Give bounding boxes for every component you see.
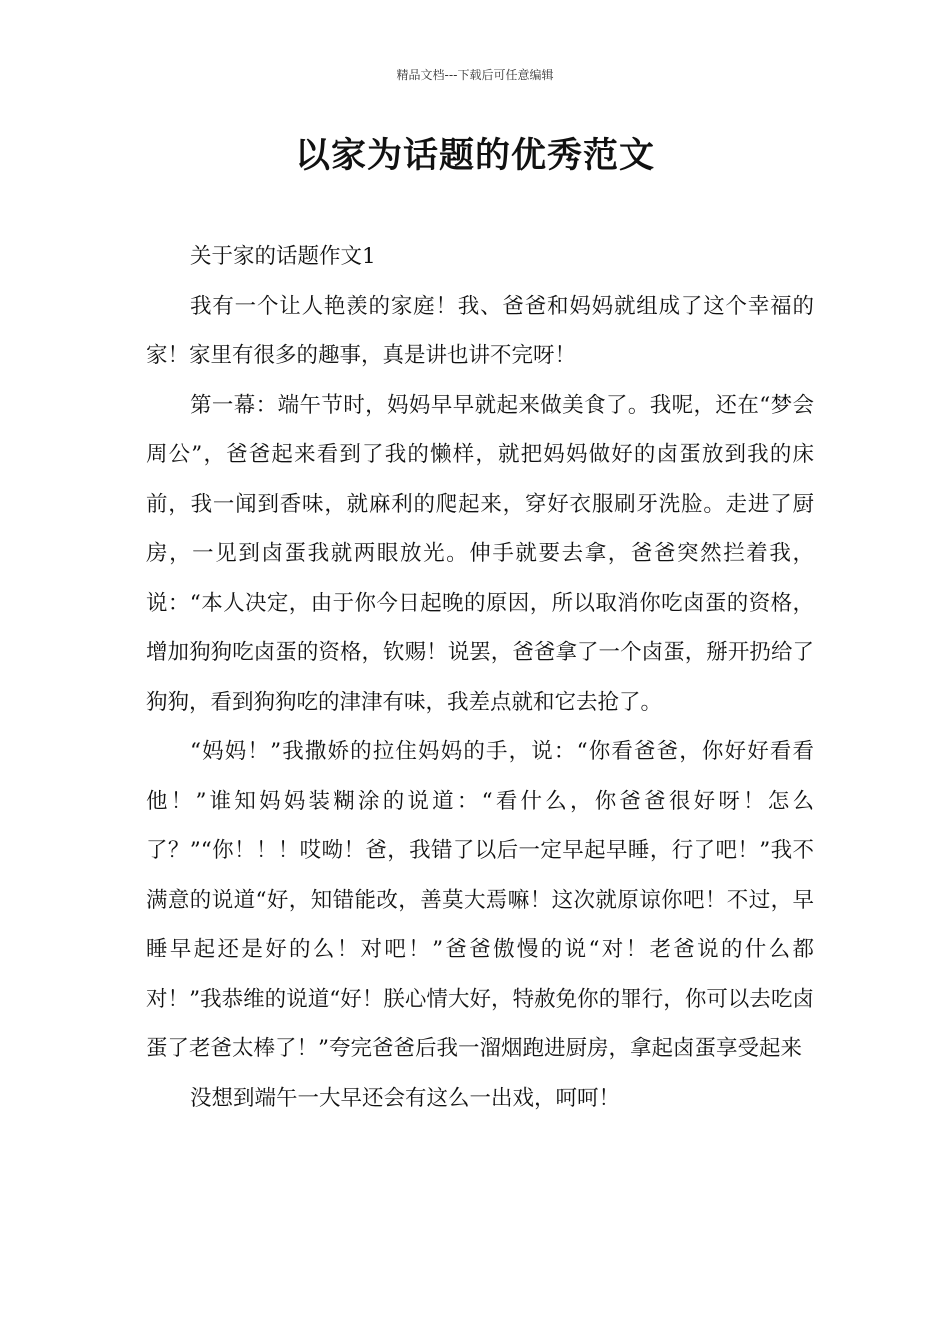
- page-title: 以家为话题的优秀范文: [294, 136, 655, 176]
- paragraph: 没想到端午一大早还会有这么一出戏，呵呵！: [190, 1085, 621, 1111]
- paragraph: “妈妈！”我撒娇的拉住妈妈的手，说：“你看爸爸，你好好看看他！”谁知妈妈装糊涂的说道：“看什么，你爸爸很好呀！怎么了？”“你！！！哎呦！爸，我错了以后一定早起早睡，行了吧！”我不满意的说道“好，知错能改，善莫大焉嘛！这次就原谅你吧！不过，早睡早起还是好的么！对吧！”爸爸傲慢的说“对！老爸说的什么都对！”我恭维的说道“好！朕心情大好，特赦免你的罪行，你可以去吃卤蛋了老爸太棒了！”夸完爸爸后我一溜烟跑进厨房，拿起卤蛋享受起来: [146, 739, 814, 1061]
- document-body: [146, 232, 814, 1123]
- section-heading: 关于家的话题作文1: [190, 244, 376, 269]
- paragraph: 第一幕：端午节时，妈妈早早就起来做美食了。我呢，还在“梦会周公”，爸爸起来看到了我的懒样，就把妈妈做好的卤蛋放到我的床前，我一闻到香味，就麻利的爬起来，穿好衣服刷牙洗脸。走进了厨房，一见到卤蛋我就两眼放光。伸手就要去拿，爸爸突然拦着我，说：“本人决定，由于你今日起晚的原因，所以取消你吃卤蛋的资格，增加狗狗吃卤蛋的资格，钦赐！说罢，爸爸拿了一个卤蛋，掰开扔给了狗狗，看到狗狗吃的津津有味，我差点就和它去抢了。: [146, 392, 814, 715]
- header-note: 精品文档---下载后可任意编辑: [396, 68, 554, 82]
- paragraph: 我有一个让人艳羡的家庭！我、爸爸和妈妈就组成了这个幸福的家！家里有很多的趣事，真是讲也讲不完呀！: [146, 293, 814, 368]
